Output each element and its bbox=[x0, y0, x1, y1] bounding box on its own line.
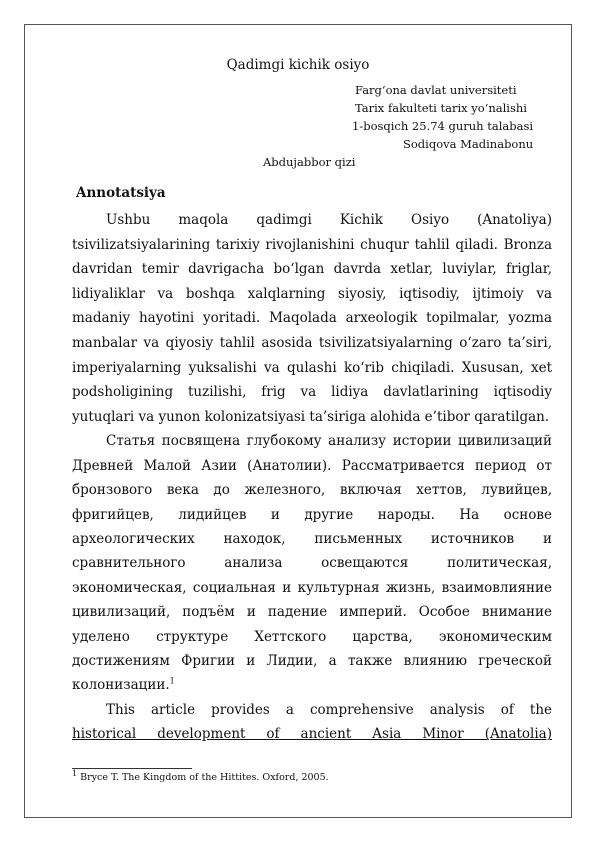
section-heading: Annotatsiya bbox=[76, 185, 166, 201]
paragraph-english-line2 bbox=[72, 722, 552, 747]
author-name: Sodiqova Madinabonu bbox=[403, 137, 534, 151]
paragraph-english-line1: This article provides a comprehensive analysis of the bbox=[106, 701, 552, 718]
document-title: Qadimgi kichik osiyo bbox=[226, 57, 370, 73]
paragraph-russian-text: Статья посвящена глубокому анализу истории цивилизаций Древней Малой Азии (Анатолии). Рассматривается период от бронзового века до железного, включая хеттов, лувийцев, фригийцев, лидийцев и другие народы. На основе археологических находок, письменных источников и сравнительного анализа освещаются политическая, экономическая, социальная и культурная жизнь, взаимовлияние цивилизаций, подъём и падение империй. Особое внимание уделено структуре Хеттского царства, экономическим достижениям Фригии и Лидии, а также влиянию греческой колонизации. bbox=[72, 433, 552, 694]
author-faculty: Tarix fakulteti tarix yo‘nalishi bbox=[355, 101, 527, 115]
footnote-reference[interactable]: 1 bbox=[169, 676, 175, 686]
english-line2-text: historical development of ancient Asia Minor (Anatolia) bbox=[72, 726, 552, 743]
author-patronymic: Abdujabbor qizi bbox=[263, 155, 356, 169]
footnote-separator bbox=[72, 768, 192, 769]
footnote-mark: 1 bbox=[72, 768, 78, 778]
author-university: Farg‘ona davlat universiteti bbox=[355, 83, 517, 97]
article-body bbox=[72, 208, 552, 747]
paragraph-uzbek: Ushbu maqola qadimgi Kichik Osiyo (Anatoliya) tsivilizatsiyalarining tarixiy rivojlanishini chuqur tahlil qiladi. Bronza davridan temir davrigacha bo‘lgan davrda xetlar, luviylar, friglar, lidiyaliklar va boshqa xalqlarning siyosiy, iqtisodiy, ijtimoiy va madaniy hayotini yoritadi. Maqolada arxeologik topilmalar, yozma manbalar va qiyosiy tahlil asosida tsivilizatsiyalarning o‘zaro ta’siri, imperiyalarning yuksalishi va qulashi ko‘rib chiqiladi. Xususan, xet podsholigining tuzilishi, frig va lidiya davlatlarining iqtisodiy yutuqlari va yunon kolonizatsiyasi ta’siriga alohida e’tibor qaratilgan. bbox=[72, 212, 552, 425]
author-group: 1-bosqich 25.74 guruh talabasi bbox=[352, 119, 534, 133]
footnote bbox=[72, 768, 329, 783]
paragraph-russian bbox=[72, 429, 552, 697]
footnote-text: Bryce T. The Kingdom of the Hittites. Oxford, 2005. bbox=[80, 772, 329, 783]
